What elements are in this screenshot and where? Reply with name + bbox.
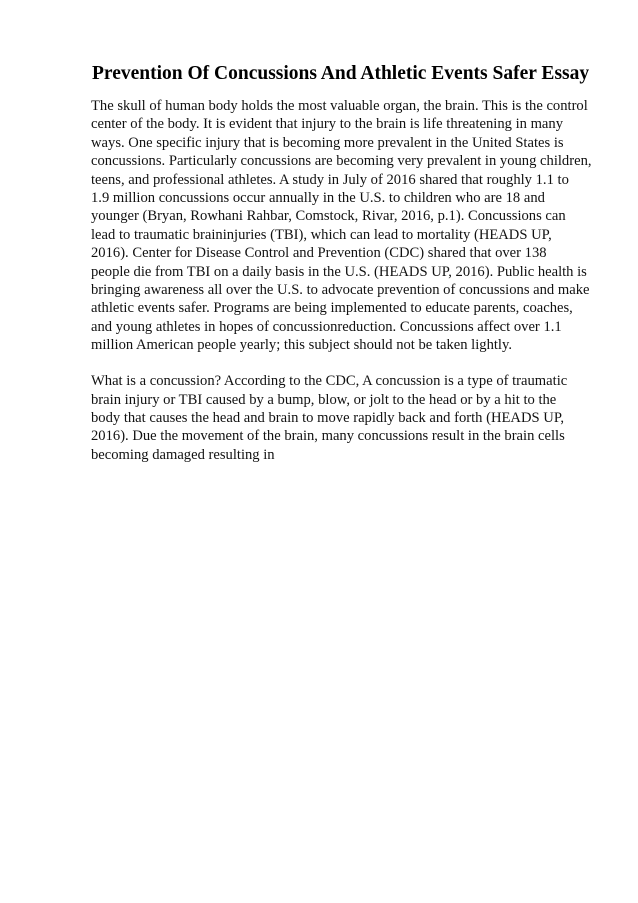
text-line: athletic events safer. Programs are being implemented to educate parents, coaches, xyxy=(91,300,573,317)
text-line: 2016). Center for Disease Control and Prevention (CDC) shared that over 138 xyxy=(91,245,547,262)
text-line: ways. One specific injury that is becoming more prevalent in the United States is xyxy=(91,134,564,151)
text-line: 1.9 million concussions occur annually in the U.S. to children who are 18 and xyxy=(91,190,545,207)
text-line: and young athletes in hopes of concussionreduction. Concussions affect over 1.1 xyxy=(91,318,562,335)
paragraph-1 xyxy=(91,97,611,355)
text-line: lead to traumatic braininjuries (TBI), which can lead to mortality (HEADS UP, xyxy=(91,226,552,243)
document-title: Prevention Of Concussions And Athletic Events Safer Essay xyxy=(92,63,590,84)
document-body xyxy=(91,97,611,482)
text-line: teens, and professional athletes. A study in July of 2016 shared that roughly 1.1 to xyxy=(91,171,569,188)
text-line: bringing awareness all over the U.S. to advocate prevention of concussions and make xyxy=(91,282,590,299)
text-line: body that causes the head and brain to move rapidly back and forth (HEADS UP, xyxy=(91,410,564,426)
paragraph-2 xyxy=(91,372,611,464)
text-line: younger (Bryan, Rowhani Rahbar, Comstock, Rivar, 2016, p.1). Concussions can xyxy=(91,208,566,225)
text-line: 2016). Due the movement of the brain, many concussions result in the brain cells xyxy=(91,428,565,445)
text-line: becoming damaged resulting in xyxy=(91,446,275,463)
text-line: million American people yearly; this subject should not be taken lightly. xyxy=(91,337,512,354)
text-line: people die from TBI on a daily basis in the U.S. (HEADS UP, 2016). Public health is xyxy=(91,263,587,280)
text-line: The skull of human body holds the most valuable organ, the brain. This is the control xyxy=(91,98,588,114)
text-line: brain injury or TBI caused by a bump, blow, or jolt to the head or by a hit to the xyxy=(91,391,557,408)
text-line: center of the body. It is evident that injury to the brain is life threatening in many xyxy=(91,116,564,133)
text-line: concussions. Particularly concussions are becoming very prevalent in young children, xyxy=(91,153,592,170)
text-line: What is a concussion? According to the CDC, A concussion is a type of traumatic xyxy=(91,373,568,390)
